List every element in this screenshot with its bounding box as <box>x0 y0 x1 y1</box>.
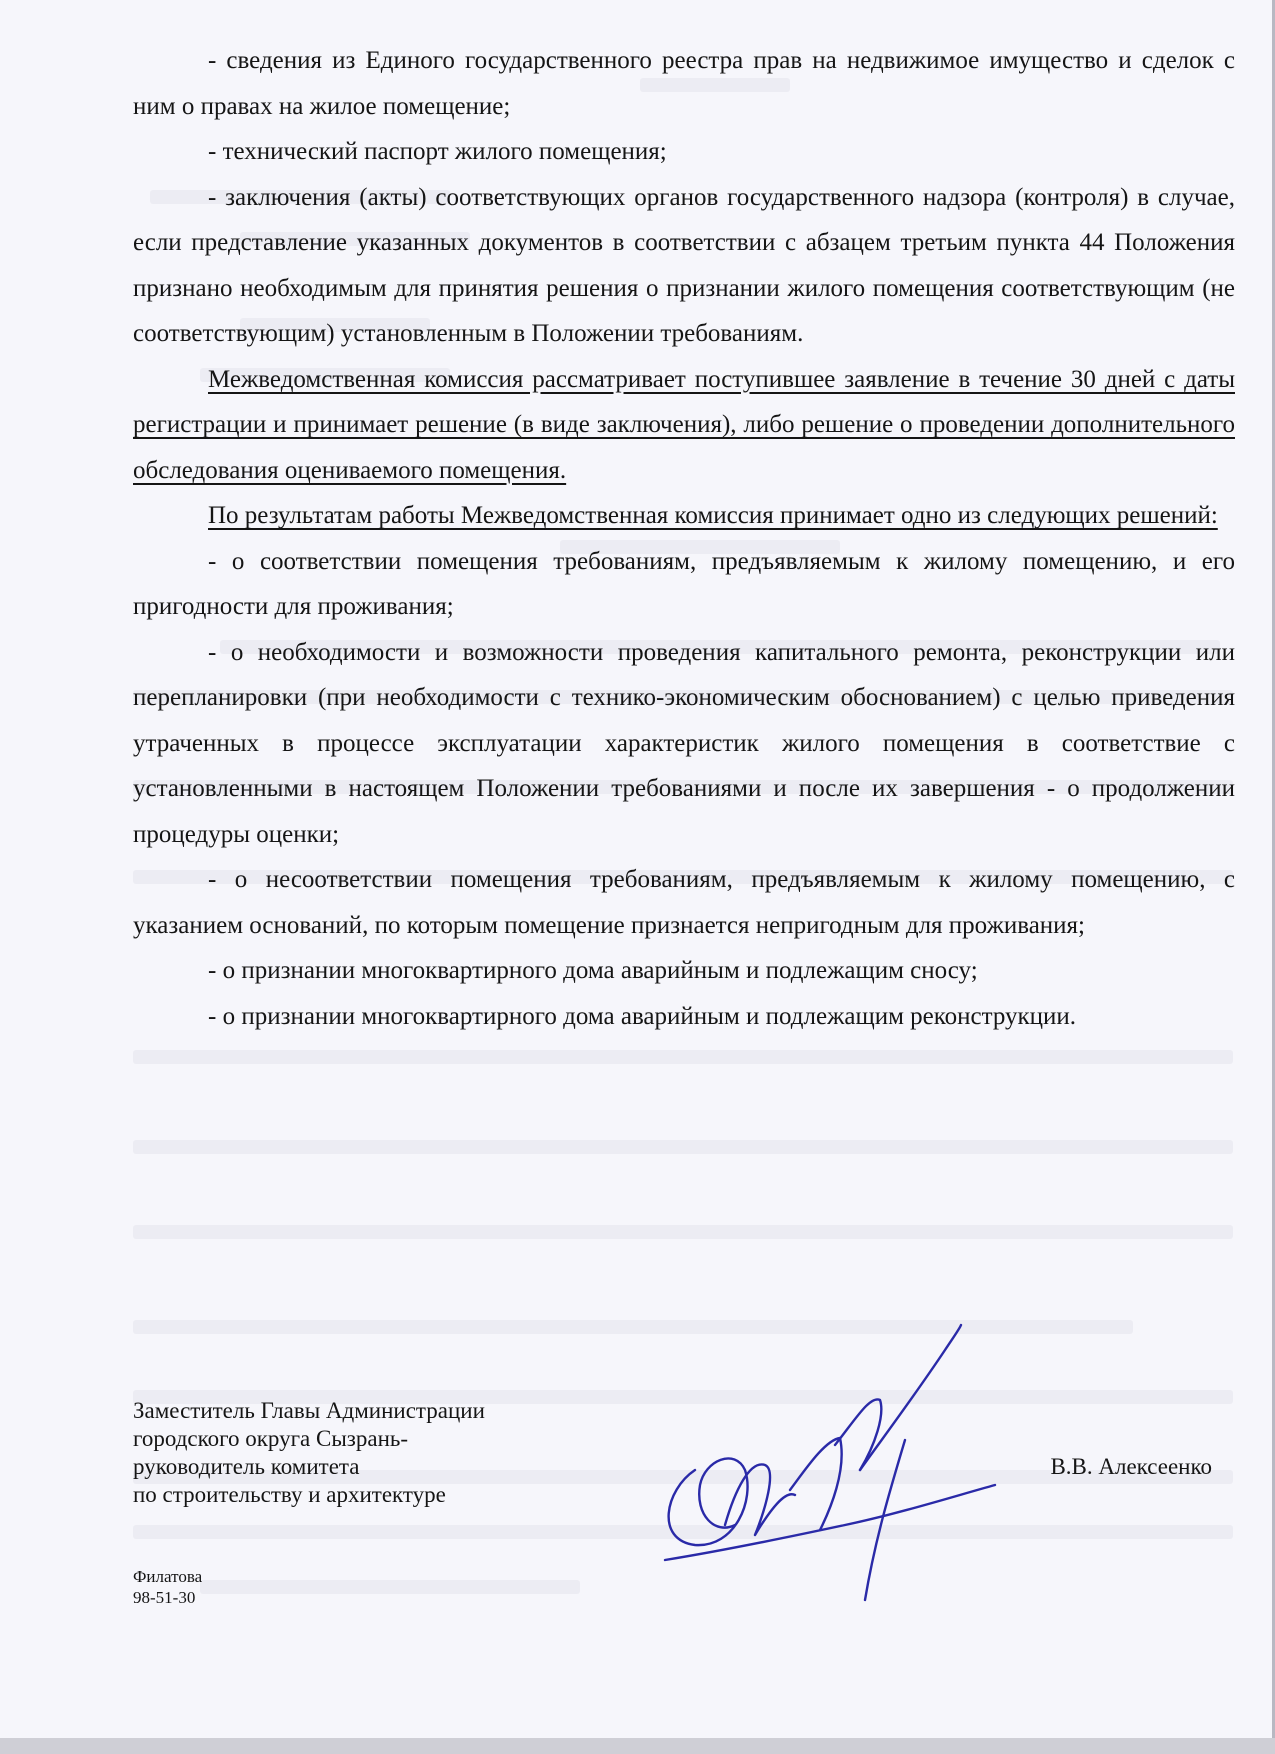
executor-info <box>133 1566 202 1608</box>
decision-item-demolition: - о признании многоквартирного дома аварийным и подлежащим сносу; <box>208 957 978 984</box>
handwritten-signature <box>655 1320 1025 1620</box>
decision-item-repair-needed: - о необходимости и возможности проведения капитального ремонта, реконструкции или перепланировки (при необходимости с технико-экономическим обоснованием) с целью приведения утраченных в процессе эксплуатации характеристик жилого помещения в соответствие с установленными в настоящем Положении требованиями и после их завершения - о продолжении процедуры оценки; <box>133 638 1235 848</box>
document-body <box>133 38 1235 1039</box>
decision-item-reconstruction: - о признании многоквартирного дома аварийным и подлежащим реконструкции. <box>208 1002 1077 1030</box>
signatory-position-line: руководитель комитета <box>133 1454 360 1479</box>
signatory-name: В.В. Алексеенко <box>1050 1454 1212 1479</box>
paragraph-decision-intro: По результатам работы Межведомственная комиссия принимает одно из следующих решений: <box>208 502 1218 529</box>
signatory-position-line: городского округа Сызрань- <box>133 1426 409 1451</box>
executor-name: Филатова <box>133 1567 203 1586</box>
signatory-position-line: по строительству и архитектуре <box>133 1482 446 1507</box>
signatory-position-line: Заместитель Главы Администрации <box>133 1398 485 1423</box>
decision-item-suitable: - о соответствии помещения требованиям, предъявляемым к жилому помещению, и его пригодности для проживания; <box>133 547 1235 620</box>
paragraph-tech-passport: - технический паспорт жилого помещения; <box>208 138 667 165</box>
signatory-position <box>133 1397 485 1509</box>
paragraph-egrp-extract: - сведения из Единого государственного реестра прав на недвижимое имущество и сделок с ним о правах на жилое помещение; <box>133 47 1235 120</box>
executor-phone: 98-51-30 <box>133 1588 196 1607</box>
page-bottom-edge <box>0 1738 1275 1754</box>
decision-item-unsuitable: - о несоответствии помещения требованиям, предъявляемым к жилому помещению, с указанием оснований, по которым помещение признается непригодным для проживания; <box>133 866 1235 939</box>
paragraph-commission-review-term: Межведомственная комиссия рассматривает поступившее заявление в течение 30 дней с даты регистрации и принимает решение (в виде заключения), либо решение о проведении дополнительного обследования оцениваемого помещения. <box>133 365 1235 484</box>
paragraph-supervision-conclusions: - заключения (акты) соответствующих органов государственного надзора (контроля) в случае, если представление указанных документов в соответствии с абзацем третьим пункта 44 Положения признано необходимым для принятия решения о признании жилого помещения соответствующим (не соответствующим) установленным в Положении требованиям. <box>133 183 1235 347</box>
